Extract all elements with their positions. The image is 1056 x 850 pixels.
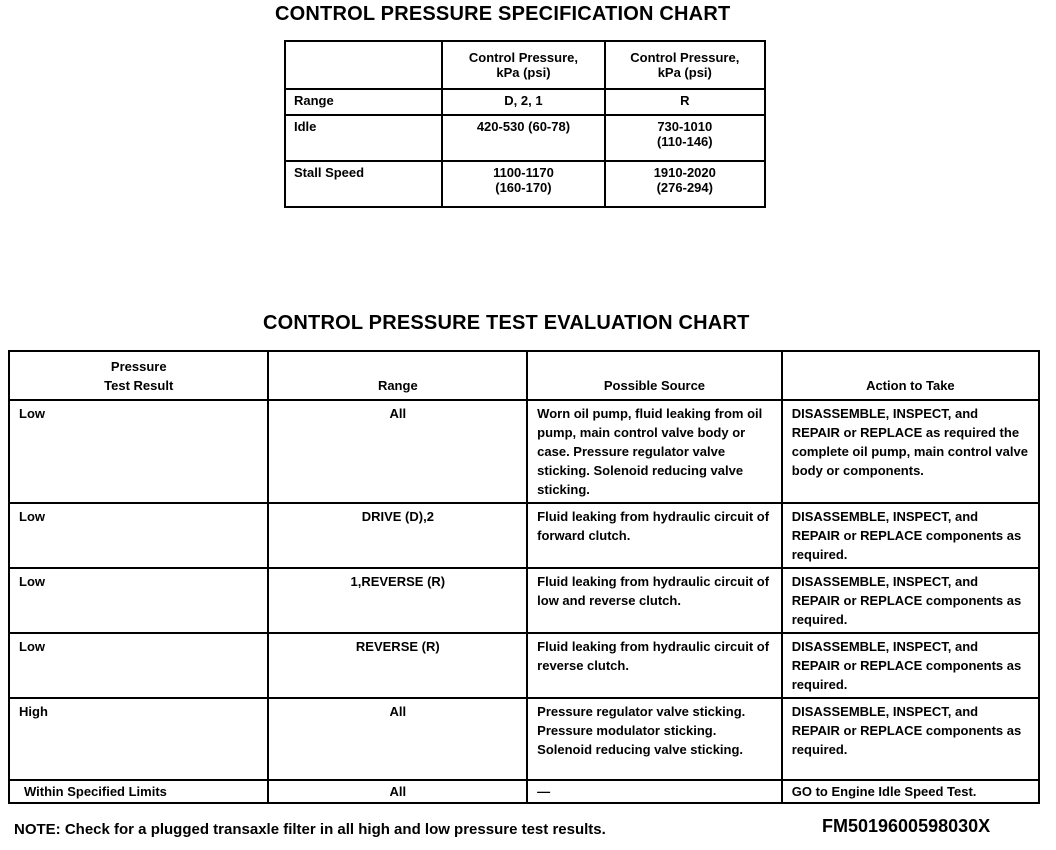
spec-header-col3: Control Pressure, kPa (psi) [605, 41, 765, 89]
eval-chart-table [8, 350, 1040, 804]
footnote: NOTE: Check for a plugged transaxle filter in all high and low pressure test results. [14, 821, 606, 838]
eval-result: Within Specified Limits [9, 780, 268, 803]
eval-source: Fluid leaking from hydraulic circuit of low and reverse clutch. [527, 568, 782, 633]
eval-range: All [268, 698, 527, 780]
spec-header-blank [285, 41, 442, 89]
spec-cell: D, 2, 1 [442, 89, 604, 115]
eval-action: DISASSEMBLE, INSPECT, and REPAIR or REPLACE components as required. [782, 633, 1039, 698]
spec-row-label: Idle [285, 115, 442, 161]
eval-result: Low [9, 633, 268, 698]
eval-result: High [9, 698, 268, 780]
eval-header-range: Range [268, 351, 527, 400]
eval-source: Fluid leaking from hydraulic circuit of reverse clutch. [527, 633, 782, 698]
eval-range: DRIVE (D),2 [268, 503, 527, 568]
eval-range: All [268, 780, 527, 803]
spec-header-col2: Control Pressure, kPa (psi) [442, 41, 604, 89]
table-row [9, 633, 1039, 698]
spec-cell: 1910-2020 (276-294) [605, 161, 765, 207]
spec-header-row [285, 41, 765, 89]
figure-id: FM5019600598030X [822, 816, 991, 836]
eval-result: Low [9, 568, 268, 633]
eval-chart-title: CONTROL PRESSURE TEST EVALUATION CHART [263, 312, 750, 334]
spec-row-label: Range [285, 89, 442, 115]
eval-action: DISASSEMBLE, INSPECT, and REPAIR or REPLACE as required the complete oil pump, main control valve body or components. [782, 400, 1039, 503]
eval-source: Fluid leaking from hydraulic circuit of forward clutch. [527, 503, 782, 568]
eval-range: REVERSE (R) [268, 633, 527, 698]
eval-range: All [268, 400, 527, 503]
spec-cell: 1100-1170 (160-170) [442, 161, 604, 207]
spec-cell: 730-1010 (110-146) [605, 115, 765, 161]
eval-header-source: Possible Source [527, 351, 782, 400]
eval-header-action: Action to Take [782, 351, 1039, 400]
spec-cell: 420-530 (60-78) [442, 115, 604, 161]
spec-chart-table [284, 40, 766, 208]
table-row [9, 503, 1039, 568]
table-row [285, 89, 765, 115]
table-row [9, 698, 1039, 780]
eval-action: GO to Engine Idle Speed Test. [782, 780, 1039, 803]
eval-result: Low [9, 400, 268, 503]
table-row [285, 161, 765, 207]
spec-row-label: Stall Speed [285, 161, 442, 207]
eval-action: DISASSEMBLE, INSPECT, and REPAIR or REPLACE components as required. [782, 503, 1039, 568]
eval-source: Worn oil pump, fluid leaking from oil pump, main control valve body or case. Pressure regulator valve sticking. Solenoid reducing valve sticking. [527, 400, 782, 503]
eval-action: DISASSEMBLE, INSPECT, and REPAIR or REPLACE components as required. [782, 568, 1039, 633]
eval-source: — [527, 780, 782, 803]
eval-source: Pressure regulator valve sticking. Pressure modulator sticking. Solenoid reducing valve sticking. [527, 698, 782, 780]
eval-action: DISASSEMBLE, INSPECT, and REPAIR or REPLACE components as required. [782, 698, 1039, 780]
eval-result: Low [9, 503, 268, 568]
table-row [9, 780, 1039, 803]
eval-header-row [9, 351, 1039, 400]
table-row [9, 400, 1039, 503]
eval-range: 1,REVERSE (R) [268, 568, 527, 633]
table-row [285, 115, 765, 161]
spec-chart-title: CONTROL PRESSURE SPECIFICATION CHART [275, 3, 731, 25]
eval-header-result: Pressure Test Result [9, 351, 268, 400]
spec-cell: R [605, 89, 765, 115]
table-row [9, 568, 1039, 633]
